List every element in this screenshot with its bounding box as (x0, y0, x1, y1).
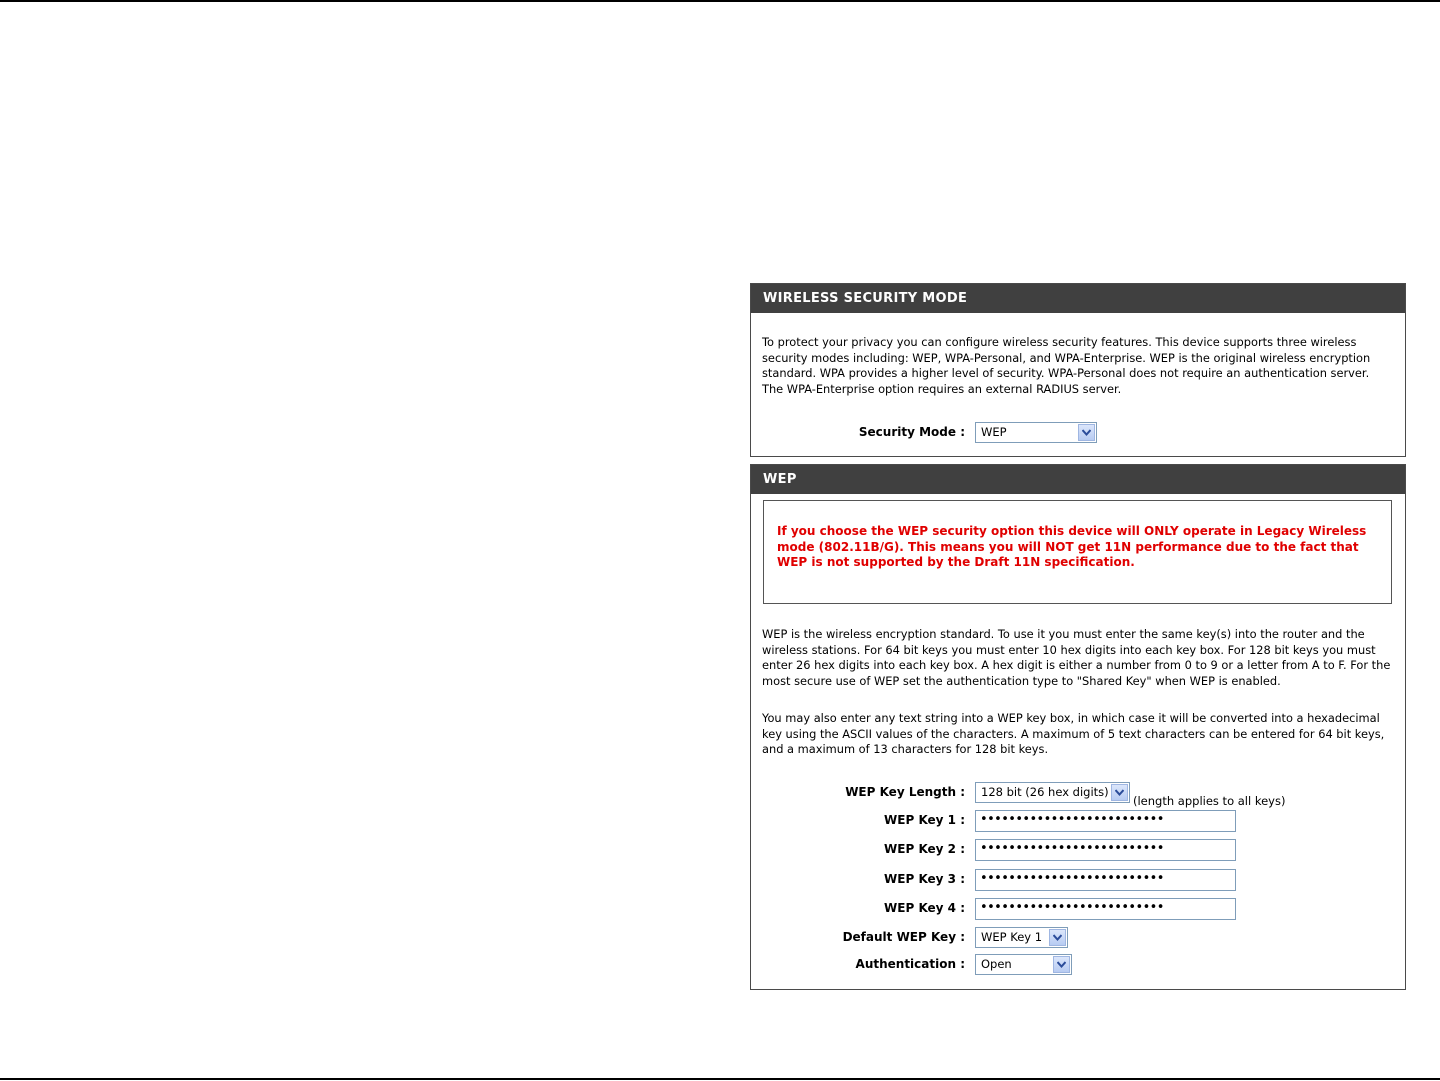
wep-key-1-input[interactable]: •••••••••••••••••••••••••• (975, 810, 1236, 832)
section-title: WIRELESS SECURITY MODE (751, 284, 1405, 313)
wep-key-4-input[interactable]: •••••••••••••••••••••••••• (975, 898, 1236, 920)
wep-warning-box (763, 500, 1392, 604)
wep-key-length-label: WEP Key Length : (845, 785, 965, 799)
default-wep-key-select[interactable] (975, 927, 1068, 948)
security-mode-value: WEP (981, 425, 1007, 439)
wep-text-string-description: You may also enter any text string into a WEP key box, in which case it will be converted into a hexadecimal key using the ASCII values of the characters. A maximum of 5 text characters can be entered for 64 bit keys, and a maximum of 13 characters for 128 bit keys. (762, 711, 1385, 756)
chevron-down-icon[interactable] (1078, 424, 1095, 441)
chevron-down-icon[interactable] (1049, 929, 1066, 946)
authentication-label: Authentication : (855, 957, 965, 971)
default-wep-key-label: Default WEP Key : (842, 930, 965, 944)
security-mode-label: Security Mode : (858, 425, 965, 439)
wep-key-3-label: WEP Key 3 : (884, 872, 965, 886)
wep-panel (750, 464, 1406, 990)
chevron-down-icon[interactable] (1111, 784, 1128, 801)
top-rule (0, 0, 1440, 2)
wep-key-2-input[interactable]: •••••••••••••••••••••••••• (975, 839, 1236, 861)
wep-warning-text: If you choose the WEP security option this device will ONLY operate in Legacy Wireless mode (802.11B/G). This means you will NOT get 11N performance due to the fact that WEP is not supported by the Draft 11N specification. (777, 524, 1367, 569)
wep-key-length-select[interactable] (975, 782, 1130, 803)
default-wep-key-value: WEP Key 1 (981, 930, 1043, 944)
wep-key-1-label: WEP Key 1 : (884, 813, 965, 827)
wep-key-3-input[interactable]: •••••••••••••••••••••••••• (975, 869, 1236, 891)
security-mode-select[interactable] (975, 422, 1097, 443)
bottom-rule (0, 1078, 1440, 1080)
authentication-select[interactable] (975, 954, 1072, 975)
authentication-value: Open (981, 957, 1012, 971)
chevron-down-icon[interactable] (1053, 956, 1070, 973)
section-title: WEP (751, 465, 1405, 494)
wep-key-2-label: WEP Key 2 : (884, 842, 965, 856)
security-mode-description: To protect your privacy you can configure wireless security features. This device supports three wireless security modes including: WEP, WPA-Personal, and WPA-Enterprise. WEP is the original wireless encryption standard. WPA provides a higher level of security. WPA-Personal does not require an authentication server. The WPA-Enterprise option requires an external RADIUS server. (762, 335, 1371, 396)
key-length-note: (length applies to all keys) (1133, 794, 1286, 808)
wep-key-4-label: WEP Key 4 : (884, 901, 965, 915)
wep-key-length-value: 128 bit (26 hex digits) (981, 785, 1109, 799)
wireless-security-mode-panel (750, 283, 1406, 457)
wep-description: WEP is the wireless encryption standard. To use it you must enter the same key(s) into the router and the wireless stations. For 64 bit keys you must enter 10 hex digits into each key box. For 128 bit keys you must enter 26 hex digits into each key box. A hex digit is either a number from 0 to 9 or a letter from A to F. For the most secure use of WEP set the authentication type to "Shared Key" when WEP is enabled. (762, 627, 1391, 688)
